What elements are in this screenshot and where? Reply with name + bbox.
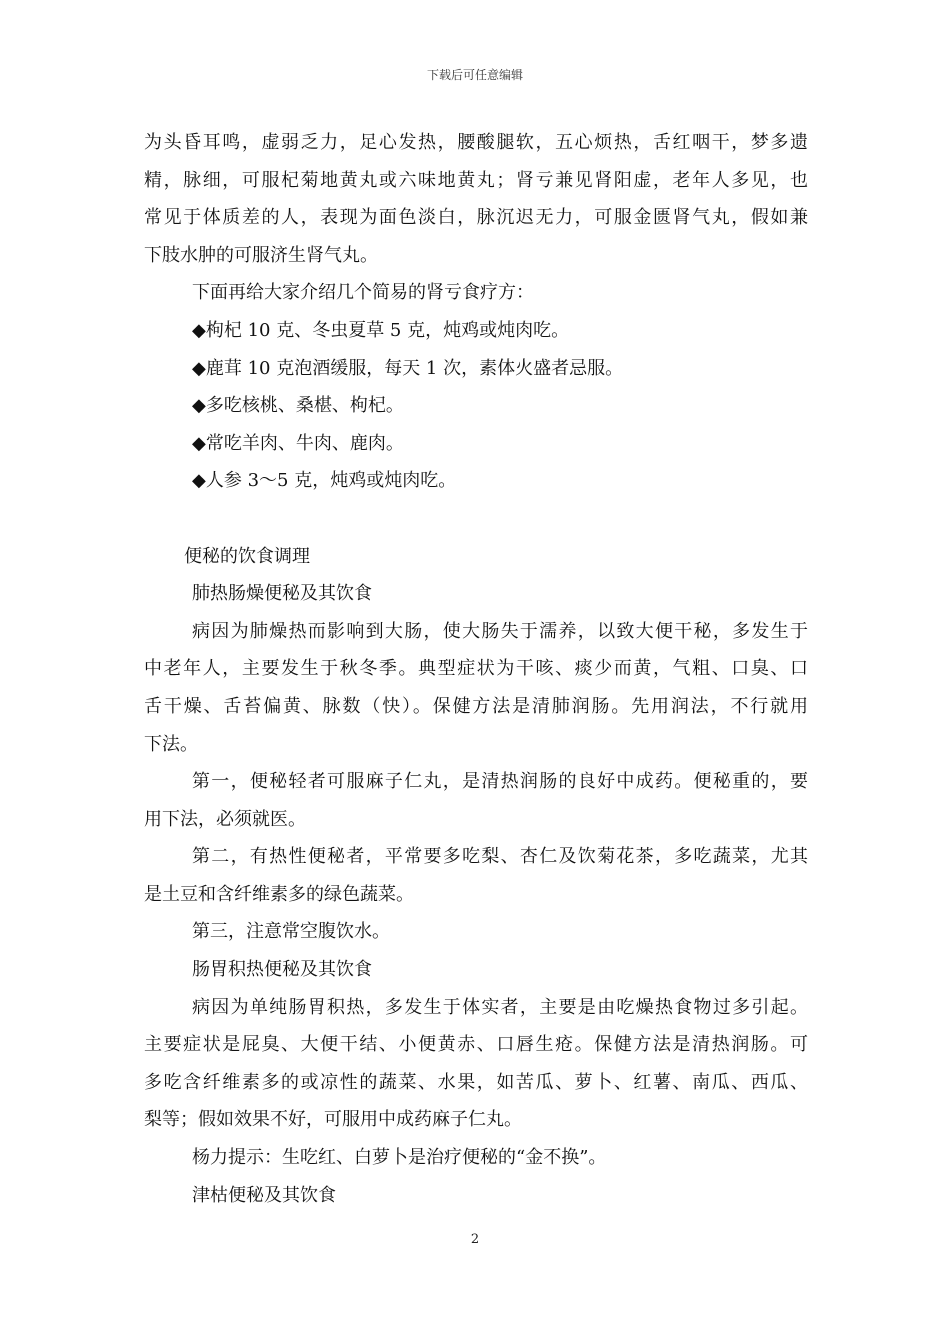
subsection-title: 肺热肠燥便秘及其饮食 [192, 583, 372, 605]
recipe-item: ◆枸杞 10 克、冬虫夏草 5 克，炖鸡或炖肉吃。 [192, 319, 570, 341]
text-line: 用下法，必须就医。 [144, 808, 306, 830]
recipe-item: ◆常吃羊肉、牛肉、鹿肉。 [192, 432, 404, 454]
text-line: 下法。 [144, 733, 198, 755]
text-line: 是土豆和含纤维素多的绿色蔬菜。 [144, 883, 414, 905]
spacer [144, 500, 808, 538]
page-number: 2 [470, 1232, 480, 1247]
subsection-title: 肠胃积热便秘及其饮食 [192, 959, 372, 981]
text-line: 中老年人，主要发生于秋冬季。典型症状为干咳、痰少而黄，气粗、口臭、口 [144, 658, 808, 680]
text-line: 为头昏耳鸣，虚弱乏力，足心发热，腰酸腿软，五心烦热，舌红咽干，梦多遗 [144, 132, 808, 153]
recipe-item: ◆多吃核桃、桑椹、枸杞。 [192, 395, 404, 417]
text-line: 下肢水肿的可服济生肾气丸。 [144, 244, 378, 266]
tip-text: 杨力提示：生吃红、白萝卜是治疗便秘的“金不换”。 [192, 1147, 607, 1169]
section-title: 便秘的饮食调理 [184, 545, 310, 567]
text-line: 第三，注意常空腹饮水。 [192, 921, 390, 943]
text-line: 多吃含纤维素多的或凉性的蔬菜、水果，如苦瓜、萝卜、红薯、南瓜、西瓜、 [144, 1071, 808, 1093]
text-line: 病因为单纯肠胃积热，多发生于体实者，主要是由吃燥热食物过多引起。 [192, 996, 808, 1018]
subsection-title: 津枯便秘及其饮食 [192, 1184, 336, 1206]
text-line: 第二，有热性便秘者，平常要多吃梨、杏仁及饮菊花茶，多吃蔬菜，尤其 [192, 846, 808, 868]
text-line: 病因为肺燥热而影响到大肠，使大肠失于濡养，以致大便干秘，多发生于 [192, 620, 808, 642]
text-line: 主要症状是屁臭、大便干结、小便黄赤、口唇生疮。保健方法是清热润肠。可 [144, 1034, 808, 1056]
text-line: 第一，便秘轻者可服麻子仁丸，是清热润肠的良好中成药。便秘重的，要 [192, 771, 808, 793]
document-body [144, 124, 808, 1214]
text-line: 舌干燥、舌苔偏黄、脉数（快）。保健方法是清肺润肠。先用润法，不行就用 [144, 695, 808, 717]
text-line: 梨等；假如效果不好，可服用中成药麻子仁丸。 [144, 1109, 522, 1131]
text-line: 常见于体质差的人，表现为面色淡白，脉沉迟无力，可服金匮肾气丸，假如兼 [144, 207, 808, 229]
recipe-item: ◆鹿茸 10 克泡酒缓服，每天 1 次，素体火盛者忌服。 [192, 357, 624, 379]
recipe-item: ◆人参 3～5 克，炖鸡或炖肉吃。 [192, 470, 457, 492]
recipe-intro: 下面再给大家介绍几个简易的肾亏食疗方： [192, 282, 534, 304]
page-header: 下载后可任意编辑 [426, 68, 523, 82]
text-line: 精，脉细，可服杞菊地黄丸或六味地黄丸；肾亏兼见肾阳虚，老年人多见，也 [144, 169, 808, 191]
